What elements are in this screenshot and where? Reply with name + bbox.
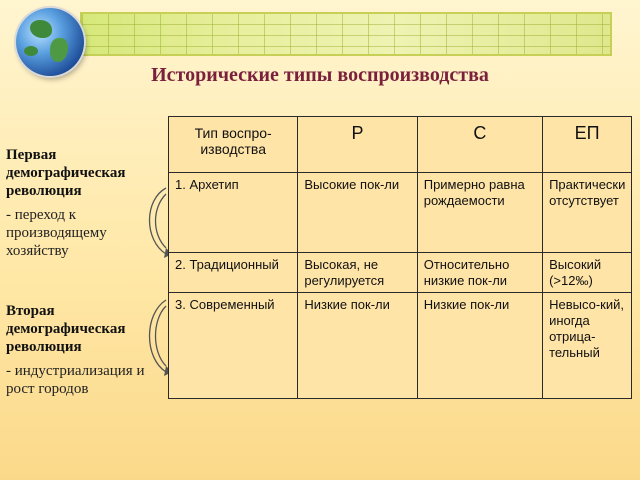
table-cell: Практически отсутствует bbox=[543, 173, 632, 253]
header-cell-type: Тип воспро-изводства bbox=[169, 117, 298, 173]
first-revolution-block bbox=[6, 146, 146, 260]
table-cell: Невысо-кий, иногда отрица-тельный bbox=[543, 293, 632, 399]
table-cell: Относительно низкие пок-ли bbox=[417, 253, 542, 293]
arrow-traditional-to-modern-outer bbox=[150, 300, 167, 372]
table-cell: Высокий (>12‰) bbox=[543, 253, 632, 293]
second-revolution-heading: Вторая демографическая революция bbox=[6, 303, 126, 355]
table-header-row bbox=[169, 117, 632, 173]
table-row bbox=[169, 253, 632, 293]
table-cell: Примерно равна рождаемости bbox=[417, 173, 542, 253]
table-cell: Низкие пок-ли bbox=[417, 293, 542, 399]
arrow-traditional-to-modern-inner bbox=[156, 306, 167, 366]
header-cell-birth: Р bbox=[298, 117, 417, 173]
table-cell: Высокая, не регулируется bbox=[298, 253, 417, 293]
table-cell: Высокие пок-ли bbox=[298, 173, 417, 253]
header-cell-death: С bbox=[417, 117, 542, 173]
table-row bbox=[169, 173, 632, 253]
first-revolution-heading: Первая демографическая революция bbox=[6, 147, 126, 199]
second-revolution-block bbox=[6, 302, 156, 398]
arrow-archetype-to-traditional-outer bbox=[150, 188, 167, 254]
header-cell-natural-growth: ЕП bbox=[543, 117, 632, 173]
second-revolution-description: - индустриализация и рост городов bbox=[6, 363, 145, 397]
table-cell: 3. Современный bbox=[169, 293, 298, 399]
first-revolution-description: - переход к производящему хозяйству bbox=[6, 207, 107, 259]
table-cell: 1. Архетип bbox=[169, 173, 298, 253]
table-row bbox=[169, 293, 632, 399]
arrow-archetype-to-traditional-inner bbox=[156, 194, 167, 248]
reproduction-types-table bbox=[168, 116, 632, 399]
table-cell: Низкие пок-ли bbox=[298, 293, 417, 399]
table-cell: 2. Традиционный bbox=[169, 253, 298, 293]
slide-title: Исторические типы воспроизводства bbox=[151, 64, 489, 86]
header-banner bbox=[80, 12, 612, 56]
